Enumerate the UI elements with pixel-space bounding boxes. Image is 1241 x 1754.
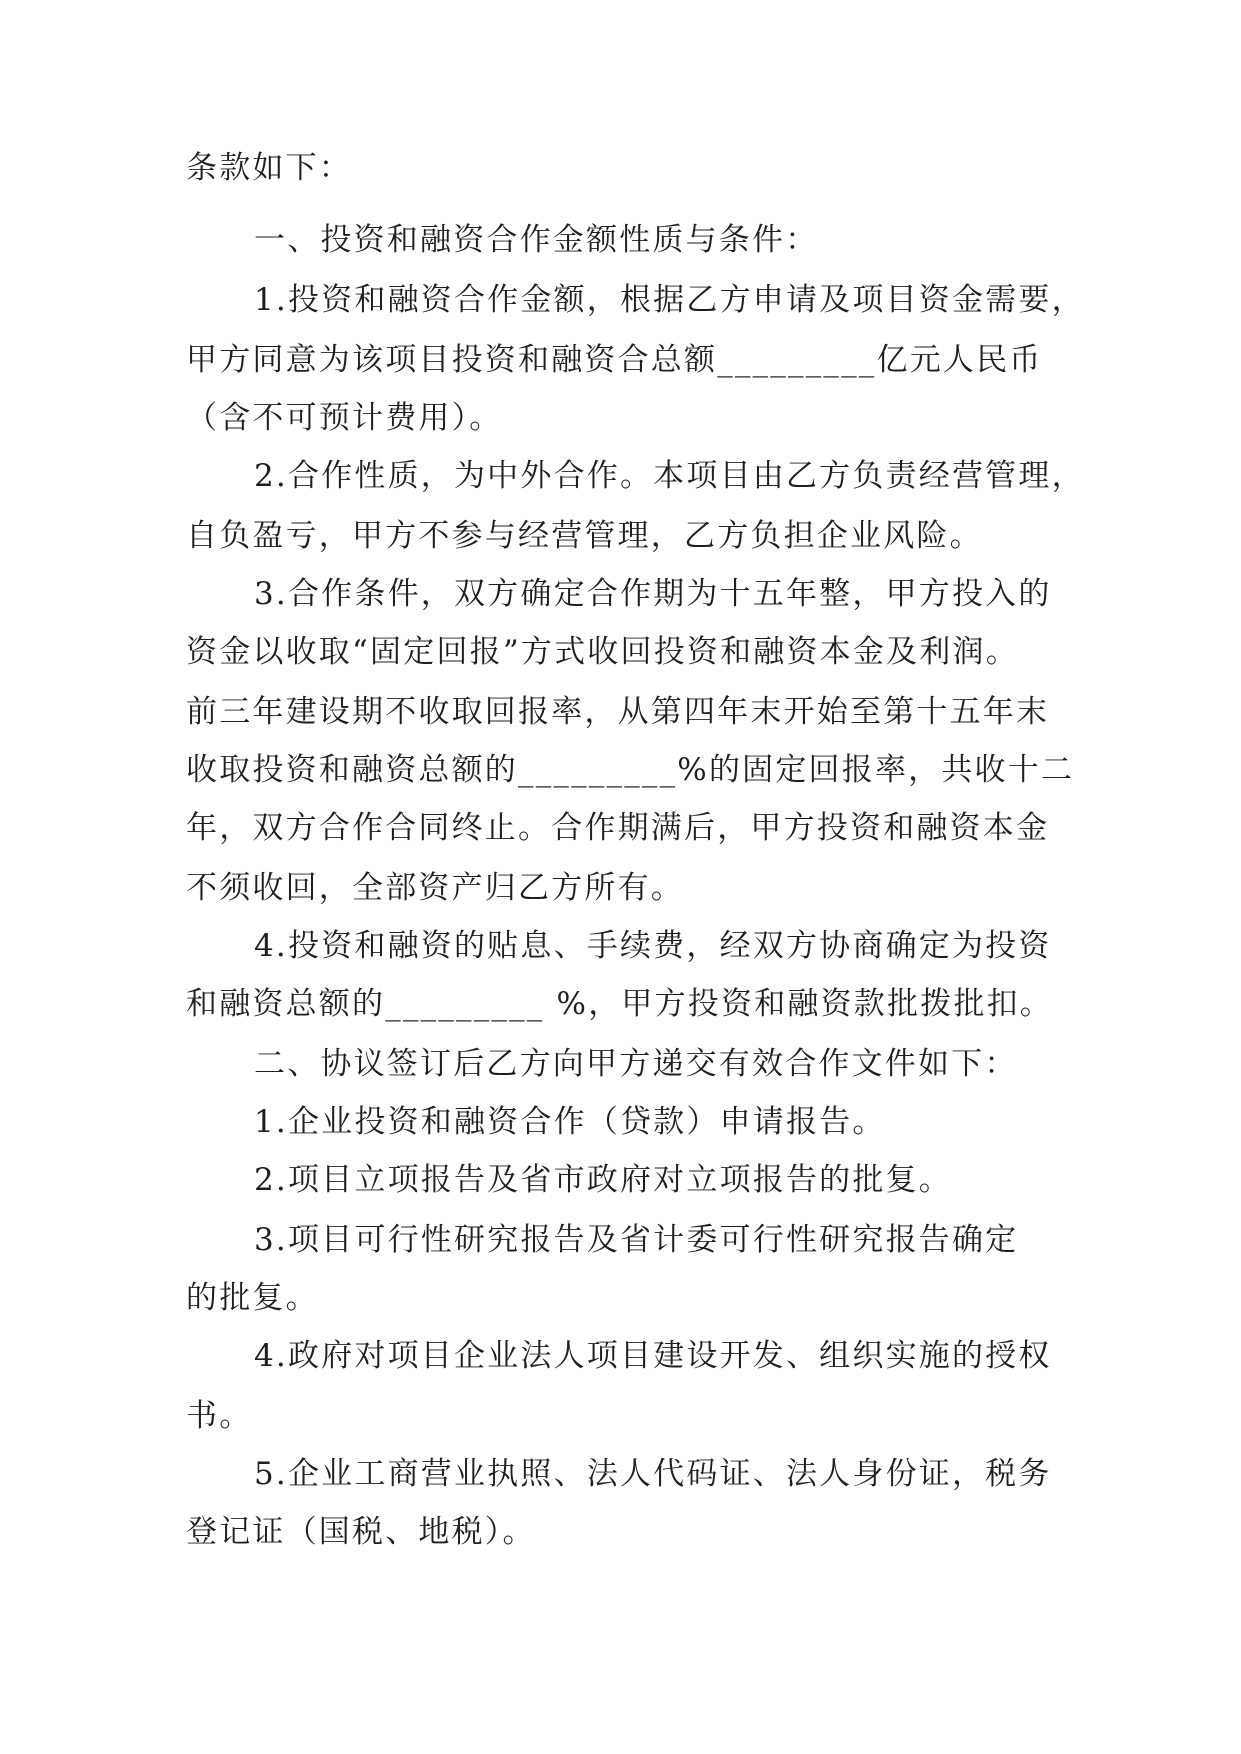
section-heading: 二、协议签订后乙方向甲方递交有效合作文件如下： <box>254 1046 1018 1082</box>
text-line: 资金以收取“固定回报”方式收回投资和融资本金及利润。 <box>186 634 1019 670</box>
text-line: 条款如下： <box>186 150 352 186</box>
text-line: 的批复。 <box>186 1280 319 1316</box>
text-line: 2.项目立项报告及省市政府对立项报告的批复。 <box>254 1162 952 1198</box>
text-line: 1.投资和融资合作金额，根据乙方申请及项目资金需要， <box>254 282 1085 318</box>
text-line: 5.企业工商营业执照、法人代码证、法人身份证，税务 <box>254 1456 1052 1492</box>
text-line: 登记证（国税、地税）。 <box>186 1514 536 1550</box>
text-line: 自负盈亏，甲方不参与经营管理，乙方负担企业风险。 <box>186 518 983 554</box>
text-line: 2.合作性质，为中外合作。本项目由乙方负责经营管理， <box>254 458 1085 494</box>
text-line: 和融资总额的_________ %，甲方投资和融资款批拨批扣。 <box>186 986 1054 1022</box>
text-line: 甲方同意为该项目投资和融资合总额_________亿元人民币 <box>186 342 1043 378</box>
text-line: 3.合作条件，双方确定合作期为十五年整，甲方投入的 <box>254 576 1052 612</box>
text-line: 4.投资和融资的贴息、手续费，经双方协商确定为投资 <box>254 928 1052 964</box>
text-line: 3.项目可行性研究报告及省计委可行性研究报告确定 <box>254 1222 1019 1258</box>
text-line: 4.政府对项目企业法人项目建设开发、组织实施的授权 <box>254 1338 1052 1374</box>
text-line: 年，双方合作合同终止。合作期满后，甲方投资和融资本金 <box>186 810 1050 846</box>
text-line: 不须收回，全部资产归乙方所有。 <box>186 870 684 906</box>
text-line: 书。 <box>186 1398 253 1434</box>
text-line: （含不可预计费用）。 <box>186 400 503 436</box>
text-line: 前三年建设期不收取回报率，从第四年末开始至第十五年末 <box>186 694 1050 730</box>
section-heading: 一、投资和融资合作金额性质与条件： <box>254 222 819 258</box>
text-line: 1.企业投资和融资合作（贷款）申请报告。 <box>254 1104 886 1140</box>
text-line: 收取投资和融资总额的_________%的固定回报率，共收十二 <box>186 752 1075 788</box>
